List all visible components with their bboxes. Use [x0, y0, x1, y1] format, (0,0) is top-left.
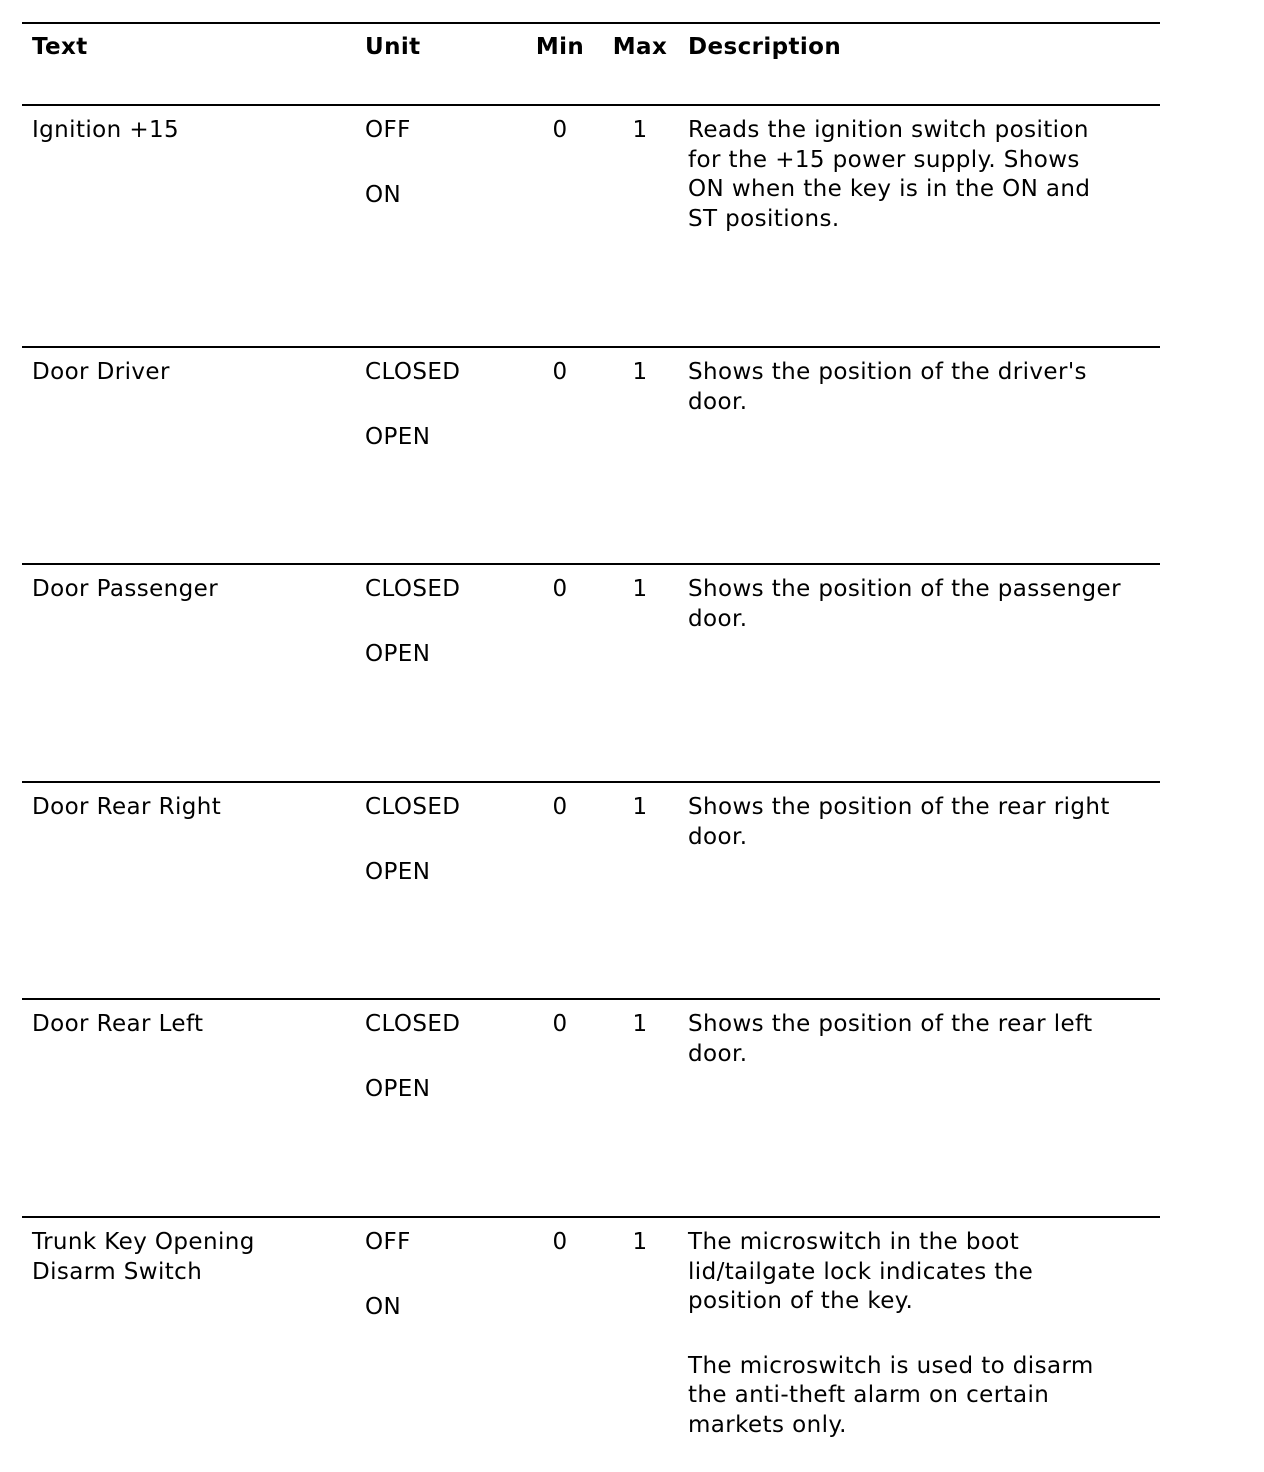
- table-top-rule: [22, 22, 1160, 24]
- description-line: Shows the position of the driver's: [688, 359, 1087, 385]
- row-description: [688, 1228, 1158, 1440]
- description-line: position of the key.: [688, 1288, 914, 1314]
- row-min: 0: [552, 794, 568, 820]
- unit-value: ON: [365, 181, 402, 208]
- description-line: door.: [688, 388, 748, 415]
- row-text-line: Door Rear Right: [32, 794, 222, 820]
- row-units: [365, 1228, 411, 1322]
- unit-value: OPEN: [365, 640, 431, 667]
- description-line: the anti-theft alarm on certain: [688, 1382, 1050, 1408]
- row-max: 1: [632, 794, 648, 820]
- description-paragraph: [688, 575, 1158, 634]
- description-paragraph: [688, 1228, 1158, 1317]
- row-text: [32, 116, 179, 146]
- unit-value: OFF: [365, 1229, 411, 1255]
- row-text-line: Ignition +15: [32, 117, 180, 143]
- row-description: [688, 575, 1158, 634]
- description-line: The microswitch is used to disarm: [688, 1352, 1094, 1379]
- row-separator: [22, 998, 1160, 1000]
- row-text-line: Door Rear Left: [32, 1011, 204, 1037]
- row-separator: [22, 563, 1160, 565]
- row-min: 0: [552, 117, 568, 143]
- row-description: [688, 1010, 1158, 1069]
- row-description: [688, 358, 1158, 417]
- row-text-line: Door Passenger: [32, 576, 219, 602]
- unit-value: OPEN: [365, 423, 431, 450]
- row-text: [32, 1010, 203, 1040]
- row-text: [32, 793, 221, 823]
- unit-value: OPEN: [365, 858, 431, 885]
- row-text: [32, 1228, 255, 1287]
- description-paragraph: [688, 116, 1158, 234]
- unit-value: CLOSED: [365, 1011, 461, 1037]
- row-separator: [22, 781, 1160, 783]
- header-max: Max: [612, 34, 668, 60]
- description-paragraph: [688, 1010, 1158, 1069]
- row-min: 0: [552, 359, 568, 385]
- row-separator: [22, 104, 1160, 106]
- description-line: door.: [688, 823, 748, 850]
- unit-value: OPEN: [365, 1075, 431, 1102]
- row-units: [365, 1010, 460, 1104]
- row-text-line: Disarm Switch: [32, 1258, 203, 1285]
- description-line: Shows the position of the rear right: [688, 794, 1110, 820]
- row-min: 0: [552, 576, 568, 602]
- row-separator: [22, 346, 1160, 348]
- row-text-line: Door Driver: [32, 359, 170, 385]
- unit-value: OFF: [365, 117, 411, 143]
- description-line: The microswitch in the boot: [688, 1229, 1020, 1255]
- header-unit: Unit: [365, 34, 421, 60]
- row-min: 0: [552, 1011, 568, 1037]
- description-paragraph: [688, 1352, 1158, 1441]
- unit-value: ON: [365, 1293, 402, 1320]
- row-units: [365, 116, 411, 210]
- description-line: lid/tailgate lock indicates the: [688, 1258, 1034, 1285]
- row-min: 0: [552, 1229, 568, 1255]
- row-text: [32, 358, 170, 388]
- description-line: Shows the position of the passenger: [688, 576, 1121, 602]
- header-min: Min: [535, 34, 585, 60]
- header-text: Text: [32, 34, 88, 60]
- description-line: Reads the ignition switch position: [688, 117, 1089, 143]
- row-max: 1: [632, 117, 648, 143]
- unit-value: CLOSED: [365, 576, 461, 602]
- description-line: markets only.: [688, 1411, 847, 1438]
- unit-value: CLOSED: [365, 794, 461, 820]
- row-text: [32, 575, 218, 605]
- row-description: [688, 793, 1158, 852]
- row-text-line: Trunk Key Opening: [32, 1229, 255, 1255]
- row-separator: [22, 1216, 1160, 1218]
- row-max: 1: [632, 1011, 648, 1037]
- unit-value: CLOSED: [365, 359, 461, 385]
- description-line: door.: [688, 1040, 748, 1067]
- description-line: for the +15 power supply. Shows: [688, 146, 1080, 173]
- description-paragraph: [688, 793, 1158, 852]
- description-line: ST positions.: [688, 205, 840, 232]
- row-max: 1: [632, 576, 648, 602]
- row-units: [365, 793, 460, 887]
- description-line: ON when the key is in the ON and: [688, 176, 1091, 202]
- description-paragraph: [688, 358, 1158, 417]
- description-line: Shows the position of the rear left: [688, 1011, 1093, 1037]
- row-description: [688, 116, 1158, 234]
- row-units: [365, 575, 460, 669]
- row-max: 1: [632, 1229, 648, 1255]
- row-max: 1: [632, 359, 648, 385]
- description-line: door.: [688, 605, 748, 632]
- row-units: [365, 358, 460, 452]
- header-description: Description: [688, 34, 842, 60]
